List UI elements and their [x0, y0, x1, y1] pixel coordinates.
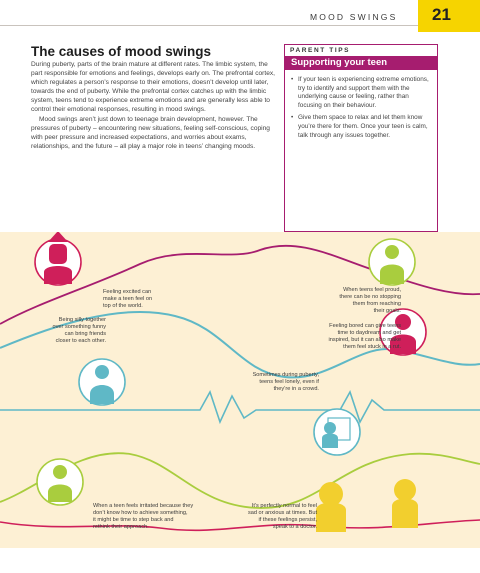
parent-tips-list	[291, 76, 431, 144]
caption-line: over something funny	[52, 324, 106, 331]
caption-line: if these feelings persist,	[258, 517, 317, 524]
running-head: MOOD SWINGS	[310, 12, 398, 22]
caption-line: It’s perfectly normal to feel	[251, 503, 317, 509]
parent-tip-item: • Give them space to relax and let them know you’re there for them. Once your teen is calm, talk through any issues together.	[291, 114, 431, 140]
caption-line: make a teen feel on	[103, 296, 153, 303]
caption-line: it might be time to step back and	[93, 517, 174, 524]
caption-proud	[305, 287, 401, 315]
teen-irritated-figure	[37, 459, 83, 505]
caption-irritated	[93, 503, 193, 531]
parent-tips-kicker: PARENT TIPS	[290, 47, 351, 54]
caption-line: closer to each other.	[55, 338, 106, 345]
caption-line: Being silly together	[58, 317, 106, 323]
caption-sad	[221, 503, 317, 531]
parent-tips-title: Supporting your teen	[291, 57, 388, 68]
caption-line: can bring friends	[64, 331, 106, 338]
teen-sad-figure-2	[392, 479, 418, 528]
teen-proud-figure	[369, 239, 415, 285]
caption-excited	[103, 289, 152, 310]
caption-line: time to daydream and get	[337, 330, 401, 337]
article-paragraph: Mood swings aren’t just down to teenage brain development, however. The pressures of puberty – encountering new situations, feeling self-conscious, coping with peer pressure and increased expectations, and worries about exams, relationships, and the future – all play a major role in teens’ changing moods.	[31, 115, 270, 150]
caption-line: there can be no stopping	[339, 294, 401, 301]
teen-silly-figure	[79, 359, 125, 405]
caption-line: Feeling bored can give teens	[329, 323, 401, 329]
caption-line: speak to a doctor.	[272, 524, 317, 531]
header-rule	[0, 25, 420, 26]
parent-tip-item: • If your teen is experiencing extreme emotions, try to identify and support them with the underlying cause or feeling, rather than focusing on their behaviour.	[291, 76, 431, 110]
caption-line: Sometimes during puberty,	[252, 372, 319, 378]
caption-line: them from reaching	[352, 301, 401, 308]
caption-line: don’t know how to achieve something,	[93, 510, 188, 517]
caption-line: them feel stuck in a rut.	[343, 344, 401, 351]
caption-line: When a teen feels irritated because they	[93, 503, 194, 509]
teen-lonely-figure	[314, 409, 360, 455]
caption-line: inspired, but it can also make	[328, 337, 401, 344]
caption-silly	[18, 317, 106, 345]
caption-line: rethink their approach.	[93, 524, 149, 531]
caption-line: When teens feel proud,	[343, 287, 401, 293]
article-paragraph: During puberty, parts of the brain mature at different rates. The limbic system, the part responsible for emotions and feelings, develops early on. The prefrontal cortex, which regulates a person’s response to their emotions, doesn’t develop until later, towards the end of puberty. While the prefrontal cortex catches up with the limbic system, teens tend to experience extreme emotions and are generally less able to control their emotional responses, resulting in mood swings.	[31, 61, 275, 114]
teen-sad-figure	[316, 482, 346, 532]
caption-line: they’re in a crowd.	[273, 386, 319, 393]
caption-line: sad or anxious at times. But	[247, 510, 317, 517]
caption-bored	[283, 323, 401, 351]
article-title: The causes of mood swings	[31, 44, 212, 59]
caption-lonely	[215, 372, 319, 393]
caption-line: Feeling excited can	[103, 289, 152, 295]
caption-line: their goals.	[373, 308, 401, 315]
caption-line: top of the world.	[103, 303, 143, 310]
article-body	[31, 60, 275, 151]
page-number: 21	[432, 5, 451, 24]
caption-line: teens feel lonely, even if	[259, 379, 319, 386]
